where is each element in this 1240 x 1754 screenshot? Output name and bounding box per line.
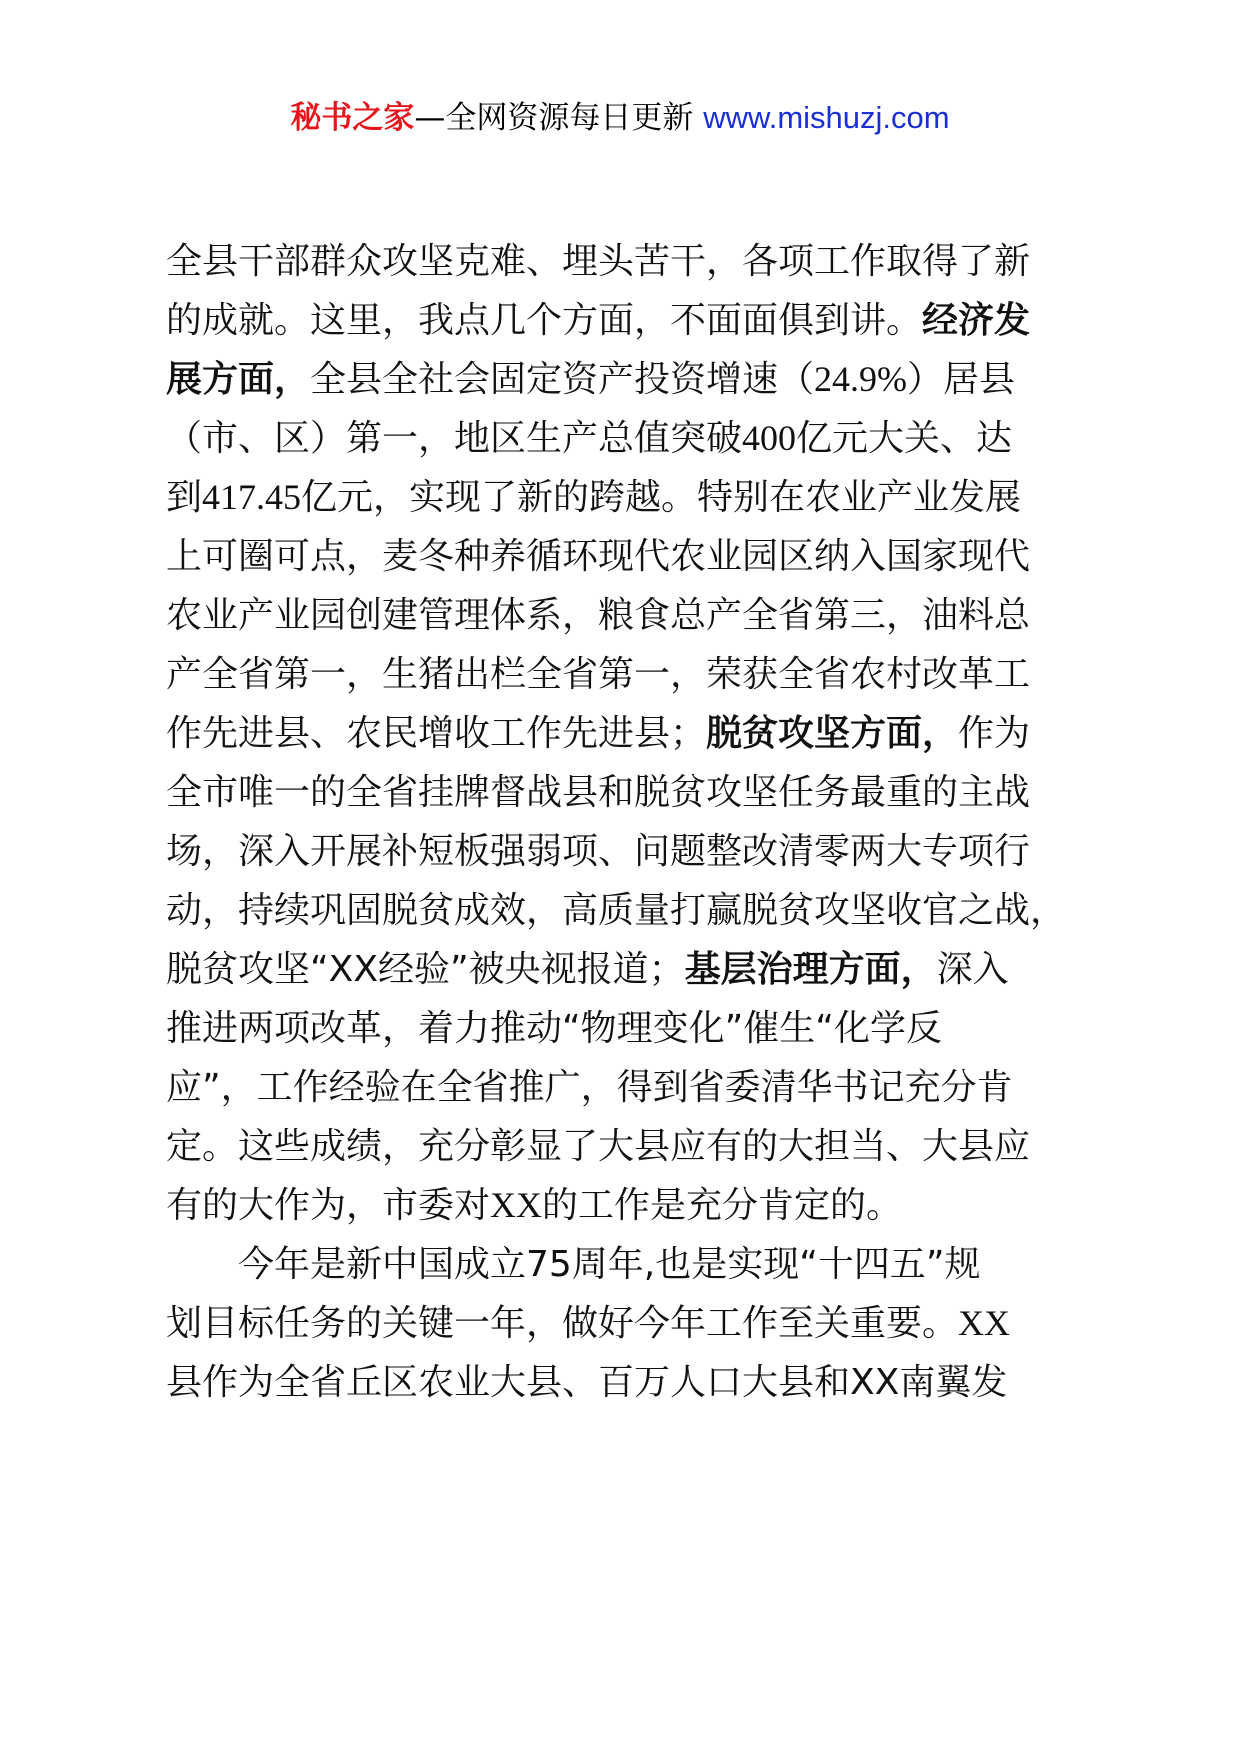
text-line: [166, 940, 1096, 999]
text-line: [166, 1294, 1096, 1353]
text-line: [166, 468, 1096, 527]
body-text: 作为: [958, 713, 1031, 754]
body-text: 推进两项改革，着力推动“物理变化”催生“化学反: [166, 1008, 942, 1049]
body-text: 动，持续巩固脱贫成效，高质量打赢脱贫攻坚收官之战，: [166, 890, 1067, 931]
text-line: [166, 822, 1096, 881]
text-line: [166, 763, 1096, 822]
body-text: 今年是新中国成立75周年,也是实现“十四五”规: [238, 1244, 981, 1285]
bold-heading-text: 脱贫攻坚方面，: [706, 713, 959, 754]
body-text: 亿元，实现了新的跨越。特别在农业产业发展: [301, 477, 1022, 518]
body-text: 产全省第一，生猪出栏全省第一，荣获全省农村改革工: [166, 654, 1031, 695]
text-line: [166, 704, 1096, 763]
site-brand: 秘书之家: [290, 100, 415, 136]
bold-heading-text: 展方面，: [166, 359, 311, 400]
body-text: （市、区）第一，地区生产总值突破: [166, 418, 743, 459]
body-text: 24.9%: [814, 359, 908, 399]
text-line: [166, 409, 1096, 468]
site-header: [0, 96, 1240, 140]
text-line: [166, 1058, 1096, 1117]
text-line: [166, 1176, 1096, 1235]
text-line: [166, 999, 1096, 1058]
text-line: [166, 527, 1096, 586]
text-line: [166, 881, 1096, 940]
body-text: 全市唯一的全省挂牌督战县和脱贫攻坚任务最重的主战: [166, 772, 1031, 813]
text-line: [166, 1235, 1096, 1294]
text-line: [166, 1117, 1096, 1176]
text-line: [166, 1353, 1096, 1412]
body-text: 农业产业园创建管理体系，粮食总产全省第三，油料总: [166, 595, 1031, 636]
body-text: 上可圈可点，麦冬种养循环现代农业园区纳入国家现代: [166, 536, 1031, 577]
text-line: [166, 586, 1096, 645]
text-line: [166, 645, 1096, 704]
text-line: [166, 232, 1096, 291]
body-text: 场，深入开展补短板强弱项、问题整改清零两大专项行: [166, 831, 1031, 872]
body-text: 应”，工作经验在全省推广，得到省委清华书记充分肯: [166, 1067, 1013, 1108]
body-text: XX: [490, 1185, 543, 1225]
document-body: [166, 232, 1096, 1412]
body-text: 的工作是充分肯定的。: [542, 1185, 903, 1226]
body-text: 深入: [936, 949, 1009, 990]
site-tagline: —全网资源每日更新: [414, 100, 704, 136]
body-text: 县作为全省丘区农业大县、百万人口大县和XX南翼发: [166, 1362, 1008, 1403]
text-line: [166, 350, 1096, 409]
text-line: [166, 291, 1096, 350]
body-text: 作先进县、农民增收工作先进县；: [166, 713, 707, 754]
bold-heading-text: 经济发: [922, 300, 1031, 341]
body-text: 417.45: [202, 477, 302, 517]
body-text: 定。这些成绩，充分彰显了大县应有的大担当、大县应: [166, 1126, 1031, 1167]
body-text: 脱贫攻坚“XX经验”被央视报道；: [166, 949, 685, 990]
site-url-link[interactable]: www.mishuzj.com: [703, 100, 950, 135]
body-text: 全县全社会固定资产投资增速（: [310, 359, 815, 400]
body-text: 有的大作为，市委对: [166, 1185, 491, 1226]
body-text: 划目标任务的关键一年，做好今年工作至关重要。: [166, 1303, 959, 1344]
body-text: 的成就。这里，我点几个方面，不面面俱到讲。: [166, 300, 923, 341]
body-text: 到: [166, 477, 203, 518]
body-text: ）居县: [907, 359, 1016, 400]
body-text: 全县干部群众攻坚克难、埋头苦干，各项工作取得了新: [166, 241, 1031, 282]
body-text: 400: [742, 418, 797, 458]
bold-heading-text: 基层治理方面，: [684, 949, 937, 990]
body-text: XX: [958, 1303, 1011, 1343]
body-text: 亿元大关、达: [796, 418, 1013, 459]
